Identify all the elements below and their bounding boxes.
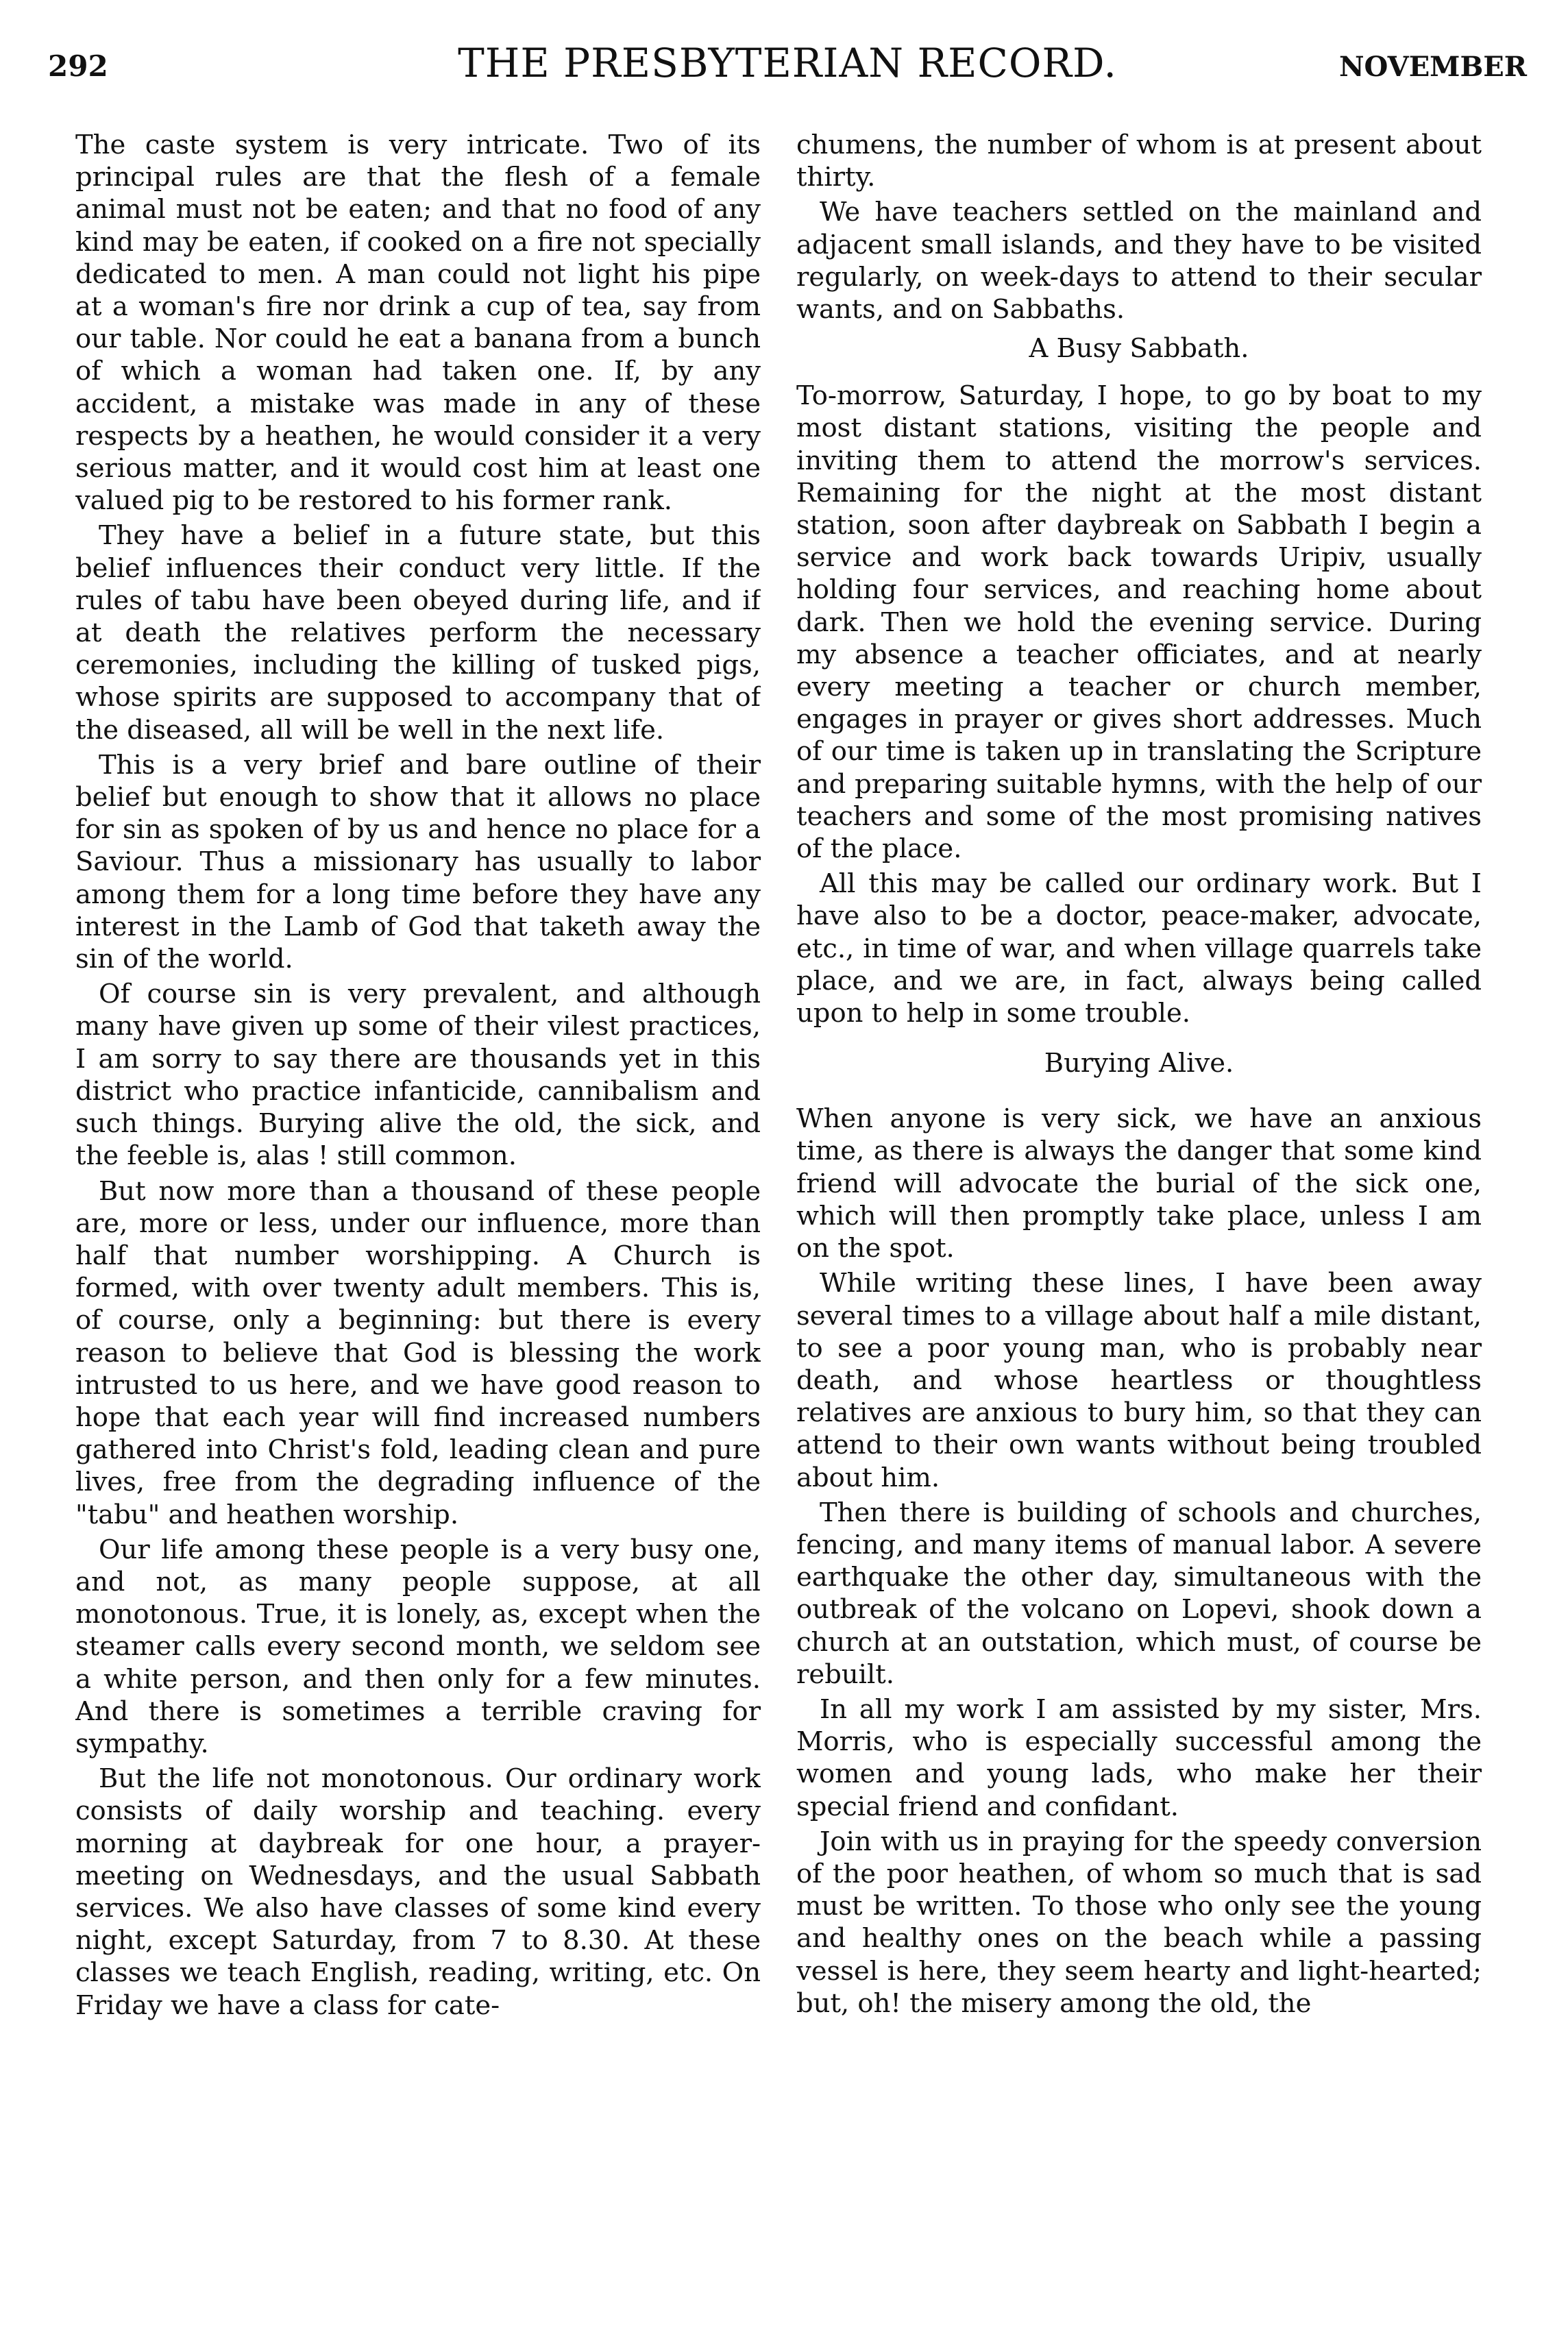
paragraph: Join with us in praying for the speedy conversion of the poor heathen, of whom so much that is sad must be written. To those who only see the young and healthy ones on the beach while a passing vessel is here, they seem hearty and light-hearted; but, oh! the misery among the old, the	[796, 1826, 1482, 2019]
paragraph: All this may be called our ordinary work. But I have also to be a doctor, peace-maker, advocate, etc., in time of war, and when village quarrels take place, and we are, in fact, always being called upon to help in some trouble.	[796, 868, 1482, 1029]
running-header	[48, 40, 1527, 95]
paragraph: While writing these lines, I have been away several times to a village about half a mile distant, to see a poor young man, who is probably near death, and whose heartless or thoughtless relatives are anxious to bury him, so that they can attend to their own wants without being troubled about him.	[796, 1268, 1482, 1493]
paragraph: This is a very brief and bare outline of their belief but enough to show that it allows no place for sin as spoken of by us and hence no place for a Saviour. Thus a missionary has usually to labor among them for a long time before they have any interest in the Lamb of God that taketh away the sin of the world.	[75, 749, 761, 975]
paragraph: When anyone is very sick, we have an anxious time, as there is always the danger that some kind friend will advocate the burial of the sick one, which will then promptly take place, unless I am on the spot.	[796, 1103, 1482, 1264]
right-column	[796, 129, 1482, 2315]
paragraph: But now more than a thousand of these people are, more or less, under our influence, more than half that number worshipping. A Church is formed, with over twenty adult members. This is, of course, only a beginning: but there is every reason to believe that God is blessing the work intrusted to us here, and we have good reason to hope that each year will find increased numbers gathered into Christ's fold, leading clean and pure lives, free from the degrading influence of the "tabu" and heathen worship.	[75, 1175, 761, 1530]
paragraph: In all my work I am assisted by my sister, Mrs. Morris, who is especially successful among the women and young lads, who make her their special friend and confidant.	[796, 1693, 1482, 1822]
paragraph: Then there is building of schools and churches, fencing, and many items of manual labor. A severe earthquake the other day, simultaneous with the outbreak of the volcano on Lopevi, shook down a church at an outstation, which must, of course be rebuilt.	[796, 1497, 1482, 1690]
paragraph: We have teachers settled on the mainland and adjacent small islands, and they have to be visited regularly, on week-days to attend to their secular wants, and on Sabbaths.	[796, 197, 1482, 326]
paragraph: Of course sin is very prevalent, and although many have given up some of their vilest practices, I am sorry to say there are thousands yet in this district who practice infanticide, cannibalism and such things. Burying alive the old, the sick, and the feeble is, alas ! still common.	[75, 979, 761, 1172]
section-heading-burying-alive: Burying Alive.	[1044, 1048, 1234, 1079]
paragraph: They have a belief in a future state, but this belief influences their conduct very little. If the rules of tabu have been obeyed during life, and if at death the relatives perform the necessary ceremonies, including the killing of tusked pigs, whose spirits are supposed to accompany that of the diseased, all will be well in the next life.	[75, 520, 761, 746]
paragraph: But the life not monotonous. Our ordinary work consists of daily worship and teaching. every morning at daybreak for one hour, a prayer-meeting on Wednesdays, and the usual Sabbath services. We also have classes of some kind every night, except Saturday, from 7 to 8.30. At these classes we teach English, reading, writing, etc. On Friday we have a class for cate-	[75, 1763, 761, 2021]
paragraph: chumens, the number of whom is at present about thirty.	[796, 130, 1482, 193]
section-heading-busy-sabbath: A Busy Sabbath.	[1029, 333, 1249, 365]
left-column	[75, 129, 761, 2315]
paragraph: To-morrow, Saturday, I hope, to go by boat to my most distant stations, visiting the people and inviting them to attend the morrow's services. Remaining for the night at the most distant station, soon after daybreak on Sabbath I begin a service and work back towards Uripiv, usually holding four services, and reaching home about dark. Then we hold the evening service. During my absence a teacher officiates, and at nearly every meeting a teacher or church member, engages in prayer or gives short addresses. Much of our time is taken up in translating the Scripture and preparing suitable hymns, with the help of our teachers and some of the most promising natives of the place.	[796, 380, 1482, 865]
journal-title: THE PRESBYTERIAN RECORD.	[458, 40, 1117, 86]
paragraph: Our life among these people is a very busy one, and not, as many people suppose, at all monotonous. True, it is lonely, as, except when the steamer calls every second month, we seldom see a white person, and then only for a few minutes. And there is sometimes a terrible craving for sympathy.	[75, 1534, 761, 1759]
issue-month: NOVEMBER	[1338, 51, 1527, 83]
page-number: 292	[48, 49, 108, 83]
paragraph: The caste system is very intricate. Two of its principal rules are that the flesh of a female animal must not be eaten; and that no food of any kind may be eaten, if cooked on a fire not specially dedicated to men. A man could not light his pipe at a woman's fire nor drink a cup of tea, say from our table. Nor could he eat a banana from a bunch of which a woman had taken one. If, by any accident, a mistake was made in any of these respects by a heathen, he would consider it a very serious matter, and it would cost him at least one valued pig to be restored to his former rank.	[75, 130, 761, 517]
